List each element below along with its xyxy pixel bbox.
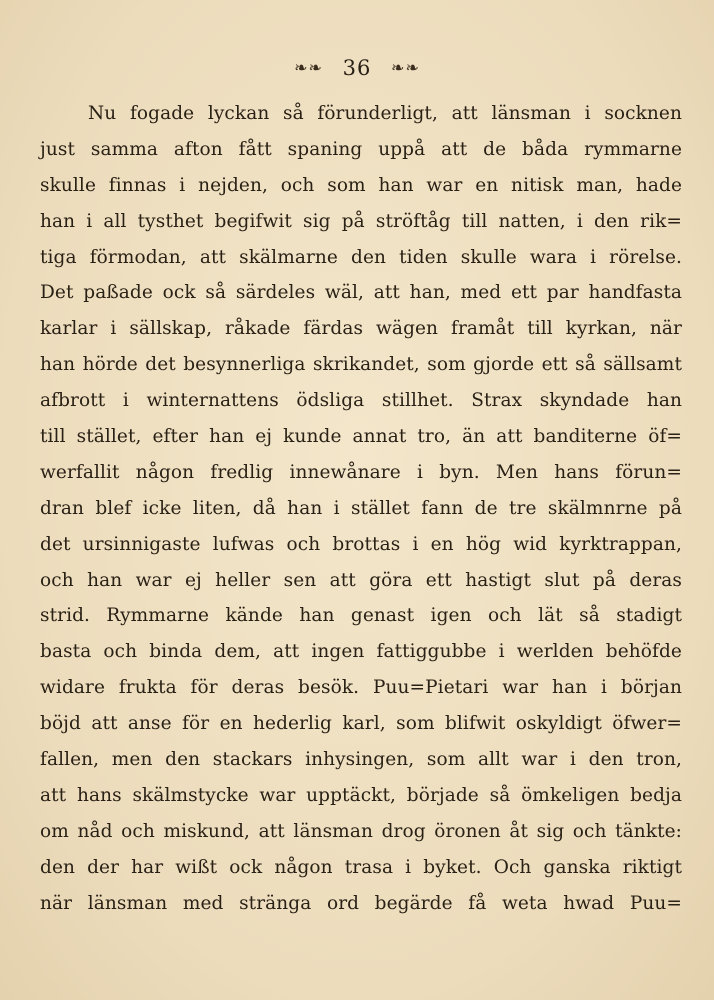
- text-line: om nåd och miskund, att länsman drog öronen åt sig och tänkte:: [40, 820, 682, 842]
- text-line: werfallit någon fredlig innewånare i byn. Men hans förun=: [40, 461, 682, 483]
- text-line: han hörde det besynnerliga skrikandet, som gjorde ett så sällsamt: [40, 354, 682, 376]
- text-line: och han war ej heller sen att göra ett hastigt slut på deras: [40, 569, 682, 591]
- page-header: [0, 56, 714, 80]
- text-line: tiga förmodan, att skälmarne den tiden skulle wara i rörelse.: [40, 246, 682, 268]
- ornament-right-icon: ❧❧: [391, 58, 420, 77]
- text-line: det ursinnigaste lufwas och brottas i en hög wid kyrktrappan,: [40, 533, 682, 555]
- text-line: fallen, men den stackars inhysingen, som allt war i den tron,: [40, 749, 682, 771]
- text-line: basta och binda dem, att ingen fattiggubbe i werlden behöfde: [40, 641, 682, 663]
- text-line: när länsman med stränga ord begärde få weta hwad Puu=: [40, 892, 682, 914]
- text-line: dran blef icke liten, då han i stället fann de tre skälmnrne på: [40, 497, 682, 519]
- text-line: widare frukta för deras besök. Puu=Pietari war han i början: [40, 677, 682, 699]
- text-line: Nu fogade lyckan så förunderligt, att länsman i socknen: [88, 103, 682, 124]
- text-line: till stället, efter han ej kunde annat tro, än att banditerne öf=: [40, 426, 682, 448]
- page-number: 36: [342, 56, 372, 80]
- page-body-text: [40, 96, 682, 921]
- text-line: strid. Rymmarne kände han genast igen och lät så stadigt: [40, 605, 682, 627]
- text-line: att hans skälmstycke war upptäckt, började så ömkeligen bedja: [40, 784, 682, 806]
- text-line: karlar i sällskap, råkade färdas wägen framåt till kyrkan, när: [40, 318, 682, 340]
- ornament-left-icon: ❧❧: [294, 58, 323, 77]
- text-line: skulle finnas i nejden, och som han war en nitisk man, hade: [40, 174, 682, 196]
- text-line: just samma afton fått spaning uppå att de båda rymmarne: [40, 138, 682, 160]
- text-line: han i all tysthet begifwit sig på ströftåg till natten, i den rik=: [40, 210, 682, 232]
- text-line: böjd att anse för en hederlig karl, som blifwit oskyldigt öfwer=: [40, 713, 682, 735]
- text-line: den der har wißt ock någon trasa i byket. Och ganska riktigt: [40, 856, 682, 878]
- text-line: Det paßade ock så särdeles wäl, att han, med ett par handfasta: [40, 282, 682, 304]
- text-line: afbrott i winternattens ödsliga stillhet. Strax skyndade han: [40, 390, 682, 412]
